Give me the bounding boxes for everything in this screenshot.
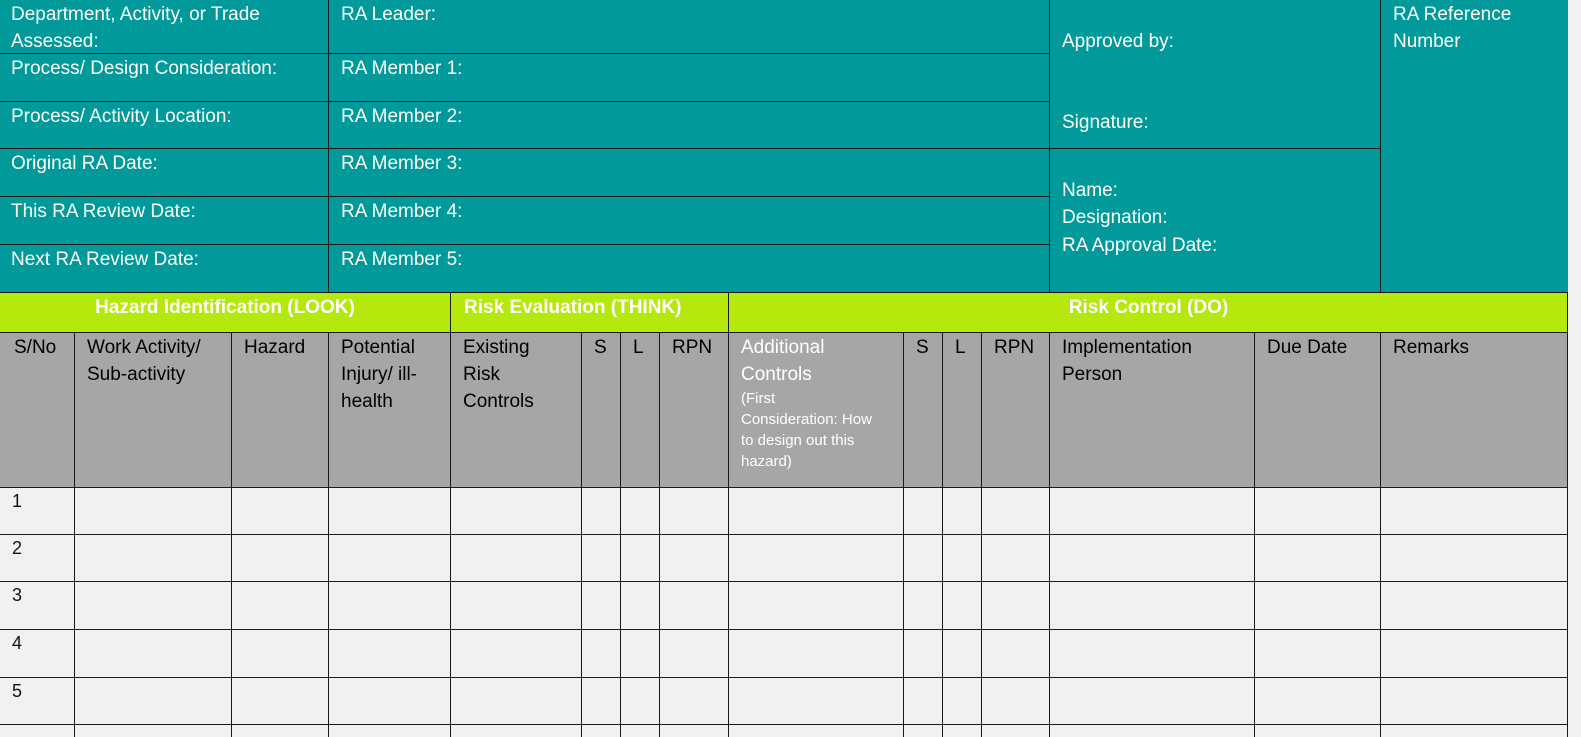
header-divider bbox=[1049, 0, 1050, 292]
column-divider bbox=[450, 332, 451, 737]
header-divider bbox=[0, 244, 1049, 245]
col-sno: S/No bbox=[14, 337, 57, 358]
column-divider bbox=[942, 332, 943, 737]
label-ra-reference: RA Reference Number bbox=[1393, 4, 1512, 52]
label-ra-member-1: RA Member 1: bbox=[341, 58, 463, 79]
row-divider bbox=[0, 487, 1568, 488]
row-divider bbox=[0, 629, 1568, 630]
label-approved-by: Approved by: bbox=[1062, 31, 1174, 52]
label-ra-member-2: RA Member 2: bbox=[341, 106, 463, 127]
row-divider bbox=[0, 534, 1568, 535]
column-divider bbox=[728, 332, 729, 737]
col-additional-controls-note: (First Consideration: How to design out this hazard) bbox=[741, 390, 872, 470]
column-divider bbox=[1049, 332, 1050, 737]
col-remarks: Remarks bbox=[1393, 337, 1470, 358]
col-existing-l: L bbox=[633, 337, 644, 358]
section-think: Risk Evaluation (THINK) bbox=[464, 297, 682, 318]
column-divider bbox=[231, 332, 232, 737]
section-look: Hazard Identification (LOOK) bbox=[95, 297, 355, 318]
column-divider bbox=[1380, 332, 1381, 737]
label-name: Name: bbox=[1062, 180, 1118, 201]
column-divider bbox=[1567, 332, 1568, 737]
label-department: Department, Activity, or Trade Assessed: bbox=[11, 4, 260, 52]
col-existing-controls: Existing Risk Controls bbox=[463, 337, 534, 412]
label-original-date: Original RA Date: bbox=[11, 153, 158, 174]
column-divider bbox=[328, 332, 329, 737]
section-divider bbox=[450, 292, 451, 332]
column-divider bbox=[659, 332, 660, 737]
label-ra-member-3: RA Member 3: bbox=[341, 153, 463, 174]
label-process-design: Process/ Design Consideration: bbox=[11, 58, 278, 79]
header-divider bbox=[328, 0, 329, 292]
section-divider bbox=[1567, 292, 1568, 332]
row-number: 3 bbox=[12, 585, 23, 605]
header-divider bbox=[0, 148, 1381, 149]
col-potential-injury: Potential Injury/ ill- health bbox=[341, 337, 418, 412]
column-header-divider bbox=[0, 332, 1568, 333]
label-designation: Designation: bbox=[1062, 207, 1168, 228]
column-divider bbox=[981, 332, 982, 737]
row-divider bbox=[0, 724, 1568, 725]
header-divider bbox=[0, 196, 1049, 197]
header-divider bbox=[1380, 0, 1381, 292]
col-additional-s: S bbox=[916, 337, 929, 358]
row-number: 5 bbox=[12, 681, 23, 701]
col-existing-s: S bbox=[594, 337, 607, 358]
label-process-location: Process/ Activity Location: bbox=[11, 106, 232, 127]
section-divider bbox=[728, 292, 729, 332]
label-ra-member-4: RA Member 4: bbox=[341, 201, 463, 222]
label-review-date: This RA Review Date: bbox=[11, 201, 196, 222]
col-existing-rpn: RPN bbox=[672, 337, 713, 358]
section-divider bbox=[0, 292, 1568, 293]
row-number: 1 bbox=[12, 491, 23, 511]
col-additional-controls-title: Additional Controls bbox=[741, 337, 825, 385]
col-hazard: Hazard bbox=[244, 337, 306, 358]
header-divider bbox=[0, 53, 1049, 54]
col-work-activity: Work Activity/ Sub-activity bbox=[87, 337, 201, 385]
label-ra-member-5: RA Member 5: bbox=[341, 249, 463, 270]
header-divider bbox=[0, 101, 1049, 102]
row-number: 4 bbox=[12, 633, 23, 653]
label-next-review-date: Next RA Review Date: bbox=[11, 249, 199, 270]
col-due-date: Due Date bbox=[1267, 337, 1348, 358]
row-number: 2 bbox=[12, 538, 23, 558]
row-divider bbox=[0, 581, 1568, 582]
label-signature: Signature: bbox=[1062, 112, 1149, 133]
label-ra-leader: RA Leader: bbox=[341, 4, 437, 25]
section-do: Risk Control (DO) bbox=[1068, 297, 1229, 318]
column-divider bbox=[74, 332, 75, 737]
column-divider bbox=[581, 332, 582, 737]
column-divider bbox=[903, 332, 904, 737]
col-implementation-person: Implementation Person bbox=[1062, 337, 1192, 385]
label-approval-date: RA Approval Date: bbox=[1062, 235, 1218, 256]
row-divider bbox=[0, 677, 1568, 678]
col-additional-l: L bbox=[955, 337, 966, 358]
col-additional-rpn: RPN bbox=[994, 337, 1035, 358]
column-divider bbox=[1254, 332, 1255, 737]
column-divider bbox=[620, 332, 621, 737]
col-additional-controls bbox=[729, 334, 903, 472]
